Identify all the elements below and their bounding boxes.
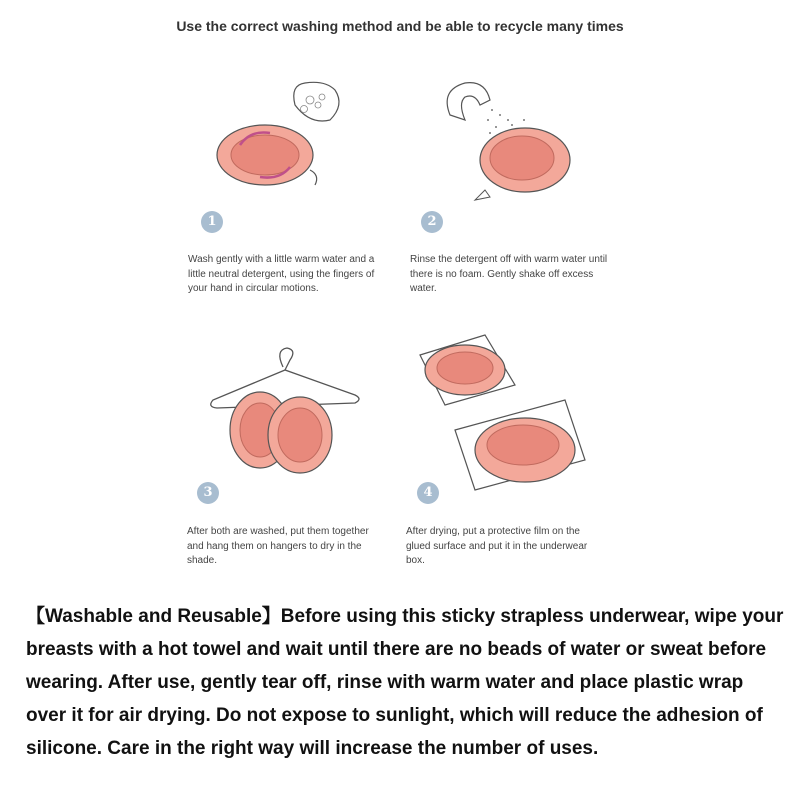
hang-illustration xyxy=(205,345,365,475)
rinse-illustration xyxy=(430,75,580,205)
wash-illustration xyxy=(210,75,360,195)
step-2-badge: 2 xyxy=(421,211,443,233)
page-title: Use the correct washing method and be able to recycle many times xyxy=(176,18,624,34)
step-1-badge: 1 xyxy=(201,211,223,233)
step-4-badge: 4 xyxy=(417,482,439,504)
step-4-caption: After drying, put a protective film on the glued surface and put it in the underwear box. xyxy=(406,526,588,566)
product-description: 【Washable and Reusable】Before using this sticky strapless underwear, wipe your breasts with a hot towel and wait until there are no beads of water or sweat before wearing. After use, gently tear off, rinse with warm water and place plastic wrap over it for air drying. Do not expose to sunlight, which will reduce the adhesion of silicone. Care in the right way will increase the number of uses. xyxy=(26,606,784,759)
storage-illustration xyxy=(415,330,590,495)
step-3-caption: After both are washed, put them together and hang them on hangers to dry in the shade. xyxy=(187,526,369,566)
step-1-caption: Wash gently with a little warm water and a little neutral detergent, using the fingers of your hand in circular motions. xyxy=(188,254,375,294)
step-3-badge: 3 xyxy=(197,482,219,504)
step-2-caption: Rinse the detergent off with warm water until there is no foam. Gently shake off excess water. xyxy=(410,254,608,294)
